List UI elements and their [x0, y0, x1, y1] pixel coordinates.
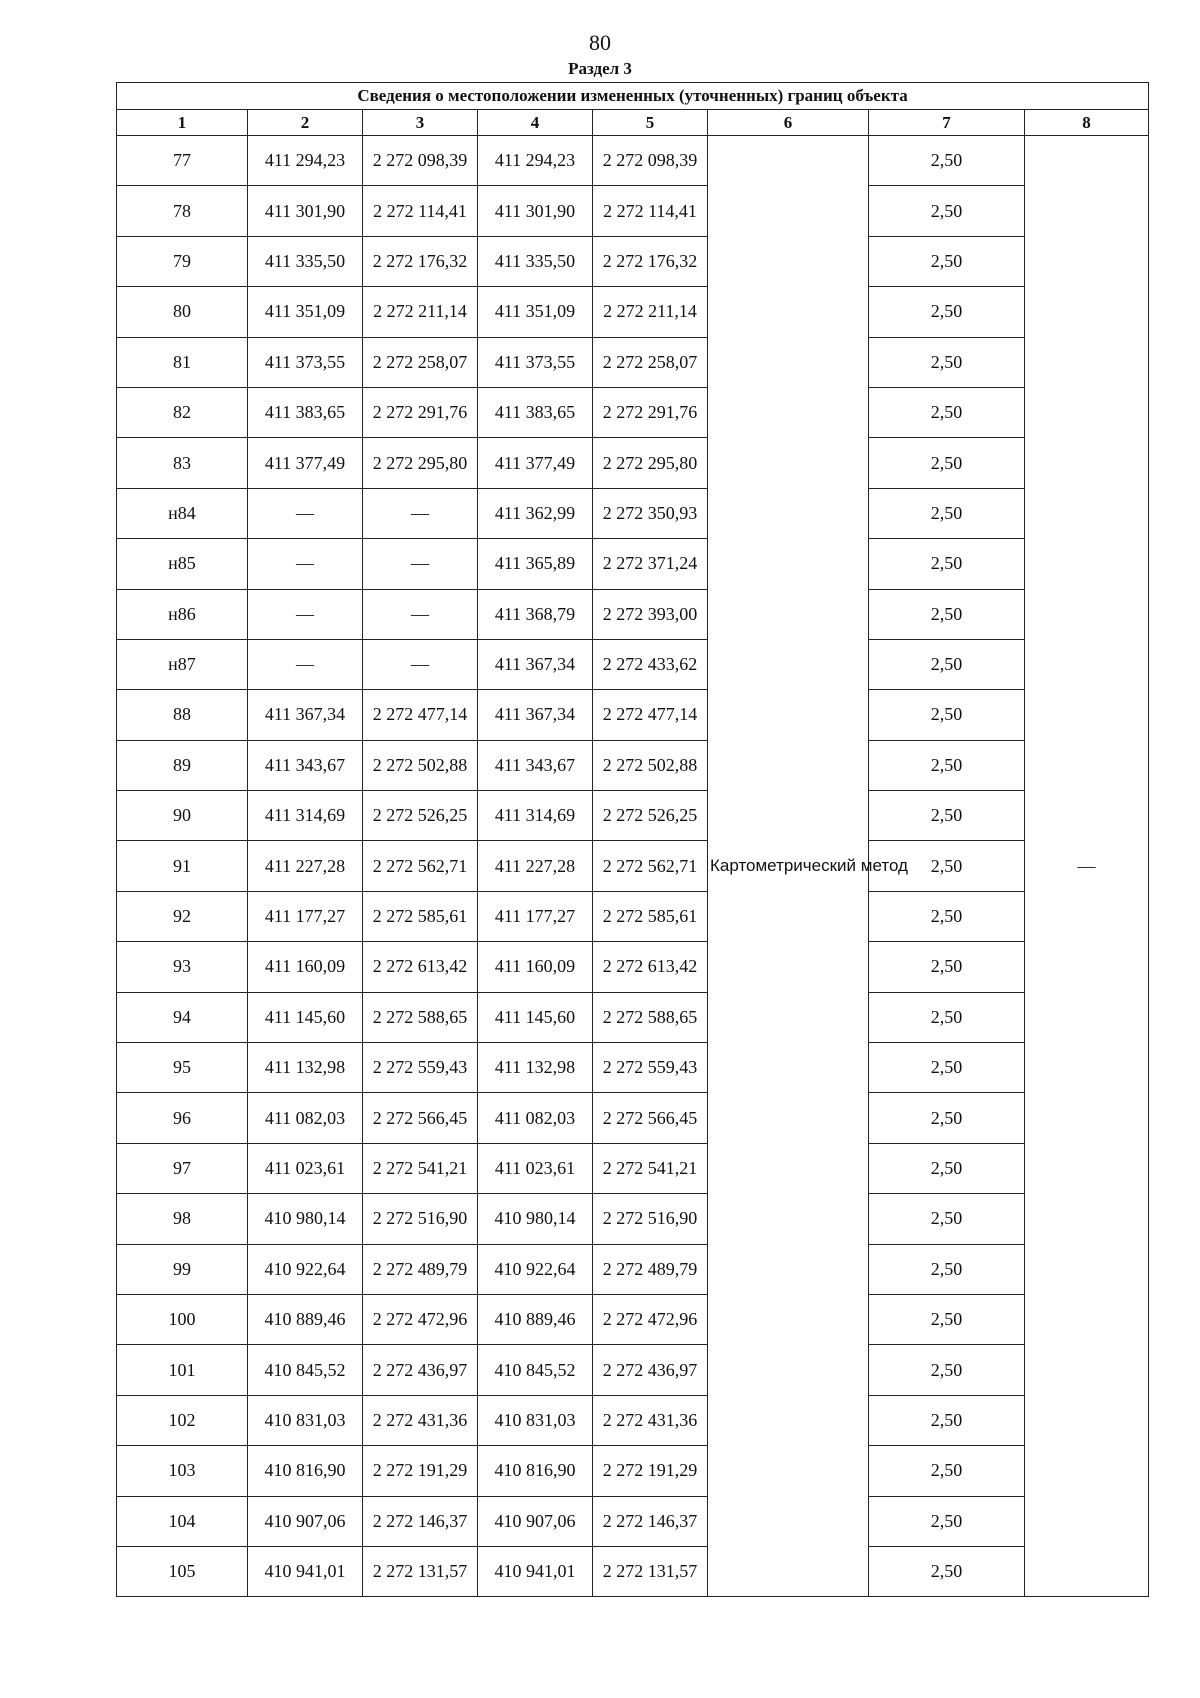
table-caption: Сведения о местоположении измененных (уточненных) границ объекта: [117, 83, 1149, 110]
refined-x-cell: 410 907,06: [478, 1496, 593, 1546]
accuracy-cell: 2,50: [869, 488, 1025, 538]
table-row: [117, 1395, 1149, 1445]
existing-y-cell: 2 272 146,37: [363, 1496, 478, 1546]
refined-x-cell: 411 335,50: [478, 236, 593, 286]
point-number-cell: н86: [117, 589, 248, 639]
refined-x-cell: 411 132,98: [478, 1043, 593, 1093]
table-row: [117, 891, 1149, 941]
table-row: [117, 438, 1149, 488]
refined-y-cell: 2 272 588,65: [593, 992, 708, 1042]
point-number-cell: 97: [117, 1143, 248, 1193]
refined-x-cell: 410 845,52: [478, 1345, 593, 1395]
existing-y-cell: 2 272 588,65: [363, 992, 478, 1042]
accuracy-cell: 2,50: [869, 1143, 1025, 1193]
refined-x-cell: 411 145,60: [478, 992, 593, 1042]
table-row: [117, 740, 1149, 790]
refined-x-cell: 410 941,01: [478, 1546, 593, 1596]
accuracy-cell: 2,50: [869, 1093, 1025, 1143]
section-title: Раздел 3: [568, 59, 632, 78]
accuracy-cell: 2,50: [869, 1294, 1025, 1344]
accuracy-cell: 2,50: [869, 891, 1025, 941]
refined-x-cell: 410 980,14: [478, 1194, 593, 1244]
refined-y-cell: 2 272 477,14: [593, 690, 708, 740]
existing-x-cell: 410 816,90: [248, 1446, 363, 1496]
refined-x-cell: 411 177,27: [478, 891, 593, 941]
existing-y-cell: 2 272 211,14: [363, 287, 478, 337]
refined-x-cell: 411 365,89: [478, 539, 593, 589]
table-row: [117, 690, 1149, 740]
existing-x-cell: 411 160,09: [248, 942, 363, 992]
point-number-cell: 93: [117, 942, 248, 992]
existing-y-cell: 2 272 566,45: [363, 1093, 478, 1143]
refined-y-cell: 2 272 393,00: [593, 589, 708, 639]
refined-y-cell: 2 272 114,41: [593, 186, 708, 236]
existing-y-cell: 2 272 436,97: [363, 1345, 478, 1395]
refined-x-cell: 410 831,03: [478, 1395, 593, 1445]
refined-x-cell: 410 816,90: [478, 1446, 593, 1496]
accuracy-cell: 2,50: [869, 1194, 1025, 1244]
existing-y-cell: 2 272 541,21: [363, 1143, 478, 1193]
refined-x-cell: 411 351,09: [478, 287, 593, 337]
existing-y-cell: 2 272 131,57: [363, 1546, 478, 1596]
refined-y-cell: 2 272 146,37: [593, 1496, 708, 1546]
point-number-cell: 91: [117, 841, 248, 891]
accuracy-cell: 2,50: [869, 639, 1025, 689]
existing-x-cell: 411 383,65: [248, 387, 363, 437]
point-number-cell: 82: [117, 387, 248, 437]
point-number-cell: 103: [117, 1446, 248, 1496]
refined-y-cell: 2 272 131,57: [593, 1546, 708, 1596]
existing-x-cell: 411 082,03: [248, 1093, 363, 1143]
refined-x-cell: 411 368,79: [478, 589, 593, 639]
table-row: [117, 1446, 1149, 1496]
column-number-header: 6: [708, 110, 869, 136]
existing-x-cell: 410 907,06: [248, 1496, 363, 1546]
accuracy-cell: 2,50: [869, 186, 1025, 236]
accuracy-cell: 2,50: [869, 1496, 1025, 1546]
existing-x-cell: 410 889,46: [248, 1294, 363, 1344]
point-number-cell: 102: [117, 1395, 248, 1445]
point-number-cell: 81: [117, 337, 248, 387]
existing-y-cell: 2 272 472,96: [363, 1294, 478, 1344]
existing-y-cell: 2 272 502,88: [363, 740, 478, 790]
existing-x-cell: 410 941,01: [248, 1546, 363, 1596]
table-row: [117, 841, 1149, 891]
accuracy-cell: 2,50: [869, 387, 1025, 437]
point-number-cell: 99: [117, 1244, 248, 1294]
refined-x-cell: 411 023,61: [478, 1143, 593, 1193]
existing-y-cell: 2 272 559,43: [363, 1043, 478, 1093]
existing-x-cell: 411 377,49: [248, 438, 363, 488]
accuracy-cell: 2,50: [869, 841, 1025, 891]
existing-x-cell: 411 351,09: [248, 287, 363, 337]
accuracy-cell: 2,50: [869, 589, 1025, 639]
existing-y-cell: 2 272 098,39: [363, 136, 478, 186]
table-row: [117, 287, 1149, 337]
refined-x-cell: 411 367,34: [478, 639, 593, 689]
accuracy-cell: 2,50: [869, 992, 1025, 1042]
accuracy-cell: 2,50: [869, 791, 1025, 841]
existing-x-cell: —: [248, 589, 363, 639]
column-number-header: 4: [478, 110, 593, 136]
point-number-cell: 104: [117, 1496, 248, 1546]
existing-y-cell: 2 272 258,07: [363, 337, 478, 387]
table-row: [117, 488, 1149, 538]
point-number-cell: 98: [117, 1194, 248, 1244]
refined-y-cell: 2 272 291,76: [593, 387, 708, 437]
refined-y-cell: 2 272 472,96: [593, 1294, 708, 1344]
point-number-cell: 83: [117, 438, 248, 488]
point-number-cell: 92: [117, 891, 248, 941]
point-number-cell: 89: [117, 740, 248, 790]
table-row: [117, 236, 1149, 286]
column-number-header: 2: [248, 110, 363, 136]
existing-x-cell: 411 367,34: [248, 690, 363, 740]
existing-y-cell: 2 272 526,25: [363, 791, 478, 841]
accuracy-cell: 2,50: [869, 690, 1025, 740]
point-number-cell: 78: [117, 186, 248, 236]
refined-x-cell: 411 082,03: [478, 1093, 593, 1143]
table-row: [117, 1043, 1149, 1093]
refined-y-cell: 2 272 585,61: [593, 891, 708, 941]
existing-y-cell: 2 272 562,71: [363, 841, 478, 891]
existing-x-cell: 411 227,28: [248, 841, 363, 891]
existing-x-cell: 411 314,69: [248, 791, 363, 841]
accuracy-cell: 2,50: [869, 1546, 1025, 1596]
column-number-header: 8: [1025, 110, 1149, 136]
refined-y-cell: 2 272 436,97: [593, 1345, 708, 1395]
refined-y-cell: 2 272 295,80: [593, 438, 708, 488]
accuracy-cell: 2,50: [869, 438, 1025, 488]
column-number-header: 7: [869, 110, 1025, 136]
refined-x-cell: 410 889,46: [478, 1294, 593, 1344]
table-row: [117, 992, 1149, 1042]
page-number: 80: [589, 30, 611, 55]
refined-y-cell: 2 272 526,25: [593, 791, 708, 841]
existing-y-cell: —: [363, 589, 478, 639]
table-row: [117, 942, 1149, 992]
boundary-coordinates-table: [116, 82, 1149, 1597]
refined-x-cell: 411 343,67: [478, 740, 593, 790]
table-row: [117, 1244, 1149, 1294]
refined-x-cell: 411 294,23: [478, 136, 593, 186]
existing-x-cell: 411 343,67: [248, 740, 363, 790]
existing-y-cell: 2 272 431,36: [363, 1395, 478, 1445]
accuracy-cell: 2,50: [869, 136, 1025, 186]
refined-y-cell: 2 272 433,62: [593, 639, 708, 689]
existing-y-cell: 2 272 191,29: [363, 1446, 478, 1496]
table-row: [117, 1546, 1149, 1596]
column-number-header: 1: [117, 110, 248, 136]
point-number-cell: 100: [117, 1294, 248, 1344]
refined-y-cell: 2 272 098,39: [593, 136, 708, 186]
point-number-cell: 90: [117, 791, 248, 841]
table-body: [117, 136, 1149, 1597]
refined-x-cell: 410 922,64: [478, 1244, 593, 1294]
column-8-cell: —: [1025, 136, 1149, 1597]
point-number-cell: 80: [117, 287, 248, 337]
table-row: [117, 136, 1149, 186]
existing-x-cell: —: [248, 488, 363, 538]
table-row: [117, 1345, 1149, 1395]
existing-x-cell: 411 373,55: [248, 337, 363, 387]
accuracy-cell: 2,50: [869, 1345, 1025, 1395]
table-row: [117, 1294, 1149, 1344]
point-number-cell: 105: [117, 1546, 248, 1596]
existing-y-cell: 2 272 489,79: [363, 1244, 478, 1294]
table-row: [117, 337, 1149, 387]
refined-y-cell: 2 272 502,88: [593, 740, 708, 790]
point-number-cell: н85: [117, 539, 248, 589]
existing-y-cell: 2 272 516,90: [363, 1194, 478, 1244]
accuracy-cell: 2,50: [869, 1244, 1025, 1294]
existing-x-cell: 410 831,03: [248, 1395, 363, 1445]
existing-y-cell: —: [363, 488, 478, 538]
point-number-cell: 94: [117, 992, 248, 1042]
refined-y-cell: 2 272 566,45: [593, 1093, 708, 1143]
refined-x-cell: 411 367,34: [478, 690, 593, 740]
point-number-cell: 79: [117, 236, 248, 286]
existing-x-cell: 411 145,60: [248, 992, 363, 1042]
existing-y-cell: —: [363, 539, 478, 589]
refined-x-cell: 411 377,49: [478, 438, 593, 488]
existing-x-cell: 411 335,50: [248, 236, 363, 286]
refined-y-cell: 2 272 559,43: [593, 1043, 708, 1093]
existing-y-cell: 2 272 585,61: [363, 891, 478, 941]
refined-y-cell: 2 272 371,24: [593, 539, 708, 589]
existing-x-cell: —: [248, 639, 363, 689]
existing-x-cell: 411 132,98: [248, 1043, 363, 1093]
point-number-cell: 95: [117, 1043, 248, 1093]
table-row: [117, 1093, 1149, 1143]
table-row: [117, 1496, 1149, 1546]
existing-y-cell: 2 272 176,32: [363, 236, 478, 286]
refined-y-cell: 2 272 516,90: [593, 1194, 708, 1244]
existing-x-cell: 410 845,52: [248, 1345, 363, 1395]
point-number-cell: 77: [117, 136, 248, 186]
accuracy-cell: 2,50: [869, 236, 1025, 286]
existing-x-cell: 410 922,64: [248, 1244, 363, 1294]
table-row: [117, 387, 1149, 437]
refined-x-cell: 411 362,99: [478, 488, 593, 538]
point-number-cell: 101: [117, 1345, 248, 1395]
table-row: [117, 539, 1149, 589]
accuracy-cell: 2,50: [869, 1395, 1025, 1445]
accuracy-cell: 2,50: [869, 539, 1025, 589]
existing-x-cell: 411 023,61: [248, 1143, 363, 1193]
existing-x-cell: 411 294,23: [248, 136, 363, 186]
table-row: [117, 1143, 1149, 1193]
existing-y-cell: —: [363, 639, 478, 689]
table-row: [117, 589, 1149, 639]
refined-x-cell: 411 314,69: [478, 791, 593, 841]
refined-x-cell: 411 160,09: [478, 942, 593, 992]
existing-y-cell: 2 272 291,76: [363, 387, 478, 437]
refined-y-cell: 2 272 489,79: [593, 1244, 708, 1294]
accuracy-cell: 2,50: [869, 287, 1025, 337]
refined-y-cell: 2 272 176,32: [593, 236, 708, 286]
existing-x-cell: 411 301,90: [248, 186, 363, 236]
refined-y-cell: 2 272 350,93: [593, 488, 708, 538]
method-cell: Картометрический метод: [708, 136, 869, 1597]
refined-y-cell: 2 272 258,07: [593, 337, 708, 387]
refined-x-cell: 411 383,65: [478, 387, 593, 437]
refined-y-cell: 2 272 211,14: [593, 287, 708, 337]
refined-x-cell: 411 301,90: [478, 186, 593, 236]
table-row: [117, 791, 1149, 841]
existing-y-cell: 2 272 114,41: [363, 186, 478, 236]
refined-y-cell: 2 272 562,71: [593, 841, 708, 891]
refined-y-cell: 2 272 541,21: [593, 1143, 708, 1193]
table-row: [117, 186, 1149, 236]
accuracy-cell: 2,50: [869, 740, 1025, 790]
accuracy-cell: 2,50: [869, 1043, 1025, 1093]
refined-y-cell: 2 272 191,29: [593, 1446, 708, 1496]
column-number-header: 5: [593, 110, 708, 136]
existing-y-cell: 2 272 613,42: [363, 942, 478, 992]
existing-x-cell: —: [248, 539, 363, 589]
column-number-header: 3: [363, 110, 478, 136]
table-row: [117, 639, 1149, 689]
table-row: [117, 1194, 1149, 1244]
existing-y-cell: 2 272 477,14: [363, 690, 478, 740]
existing-x-cell: 411 177,27: [248, 891, 363, 941]
accuracy-cell: 2,50: [869, 942, 1025, 992]
point-number-cell: н84: [117, 488, 248, 538]
refined-x-cell: 411 227,28: [478, 841, 593, 891]
accuracy-cell: 2,50: [869, 1446, 1025, 1496]
point-number-cell: н87: [117, 639, 248, 689]
point-number-cell: 88: [117, 690, 248, 740]
refined-x-cell: 411 373,55: [478, 337, 593, 387]
refined-y-cell: 2 272 431,36: [593, 1395, 708, 1445]
point-number-cell: 96: [117, 1093, 248, 1143]
existing-y-cell: 2 272 295,80: [363, 438, 478, 488]
refined-y-cell: 2 272 613,42: [593, 942, 708, 992]
existing-x-cell: 410 980,14: [248, 1194, 363, 1244]
accuracy-cell: 2,50: [869, 337, 1025, 387]
